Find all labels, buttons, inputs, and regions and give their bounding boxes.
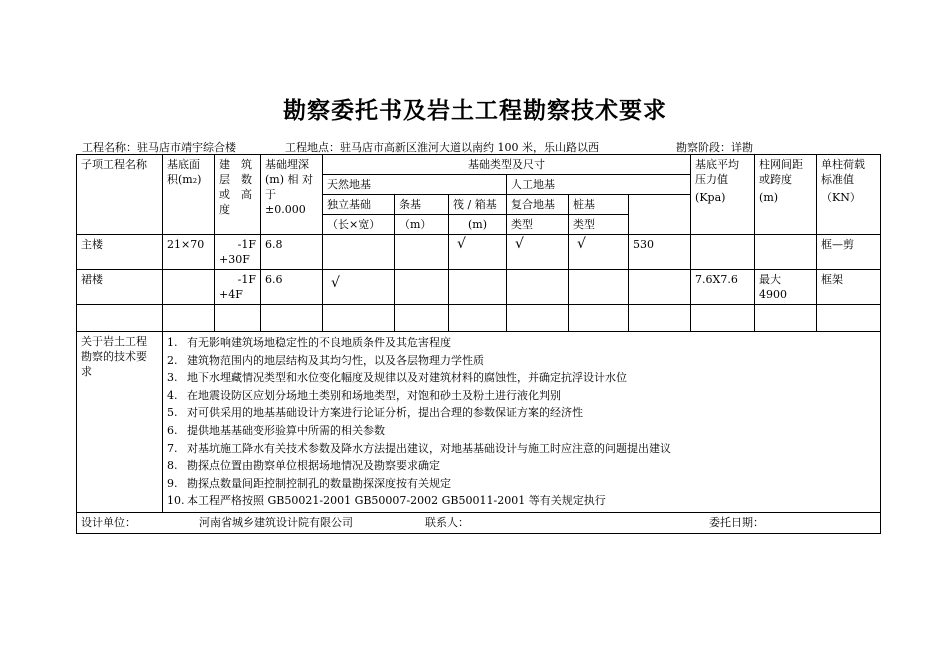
table-row — [77, 270, 881, 305]
project-name: 工程名称：驻马店市靖宇综合楼 — [82, 141, 236, 154]
row-floors: -1F +30F — [215, 235, 261, 270]
header-isolated: 独立基础 — [323, 195, 395, 215]
row-load — [755, 235, 817, 270]
document-title: 勘察委托书及岩土工程勘察技术要求 — [283, 98, 667, 124]
row-composite — [507, 270, 569, 305]
row-structure: 框—剪 — [817, 235, 881, 270]
header-composite: 复合地基 — [507, 195, 569, 215]
row-grid: 7.6X7.6 — [691, 270, 755, 305]
list-item: 8. 勘探点位置由勘察单位根据场地情况及勘察要求确定 — [167, 459, 440, 473]
row-pressure — [629, 270, 691, 305]
header-base-area: 基底面 积(m₂) — [163, 155, 215, 235]
header-strip-unit: （m） — [395, 215, 449, 235]
row-structure: 框架 — [817, 270, 881, 305]
row-depth: 6.8 — [261, 235, 323, 270]
row-depth: 6.6 — [261, 270, 323, 305]
header-raft: 筏 / 箱基 — [449, 195, 507, 215]
row-name: 主楼 — [77, 235, 163, 270]
list-item: 1. 有无影响建筑场地稳定性的不良地质条件及其危害程度 — [167, 336, 451, 349]
table-row — [77, 235, 881, 270]
survey-stage: 勘察阶段：详勘 — [676, 141, 753, 154]
header-sub-project: 子项工程名称 — [77, 155, 163, 235]
row-pile: √ — [569, 235, 629, 270]
header-depth: 基础埋深 (m) 相 对 于 ±0.000 — [261, 155, 323, 235]
requirements-list — [163, 332, 881, 513]
row-isolated — [323, 235, 395, 270]
header-floors: 建 筑 层 数 或 高 度 — [215, 155, 261, 235]
list-item: 4. 在地震设防区应划分场地土类别和场地类型，对饱和砂土及粉土进行液化判别 — [167, 388, 561, 402]
header-foundation-type: 基础类型及尺寸 — [323, 155, 691, 175]
header-pressure: 基底平均 压力值 (Kpa) — [691, 155, 755, 235]
row-area — [163, 270, 215, 305]
header-composite-unit: 类型 — [507, 215, 569, 235]
row-strip — [395, 235, 449, 270]
list-item: 9. 勘探点数量间距控制控制孔的数量勘探深度按有关规定 — [167, 476, 451, 490]
list-item: 10. 本工程严格按照 GB50021-2001 GB50007-2002 GB50011-2001 等有关规定执行 — [167, 494, 606, 508]
header-natural: 天然地基 — [323, 175, 507, 195]
header-strip: 条基 — [395, 195, 449, 215]
header-grid: 柱网间距 或跨度 (m) — [755, 155, 817, 235]
row-area: 21×70 — [163, 235, 215, 270]
row-floors: -1F +4F — [215, 270, 261, 305]
row-isolated: √ — [323, 270, 395, 305]
footer — [77, 512, 881, 533]
row-composite: √ — [507, 235, 569, 270]
design-unit: 河南省城乡建筑设计院有限公司 — [199, 516, 353, 530]
row-raft: √ — [449, 235, 507, 270]
header-isolated-unit: （长×宽） — [323, 215, 395, 235]
requirements-row — [77, 332, 881, 513]
list-item: 5. 对可供采用的地基基础设计方案进行论证分析，提出合理的参数保证方案的经济性 — [167, 406, 583, 420]
row-name: 裙楼 — [77, 270, 163, 305]
row-raft — [449, 270, 507, 305]
header-raft-unit: (m) — [449, 215, 507, 235]
requirements-label: 关于岩土工程 勘察的技术要 求 — [77, 332, 163, 513]
header-load: 单柱荷载 标准值 （KN） — [817, 155, 881, 235]
row-strip — [395, 270, 449, 305]
footer-row — [77, 512, 881, 533]
header-pile-unit: 类型 — [569, 215, 629, 235]
row-pressure: 530 — [629, 235, 691, 270]
project-location: 工程地点：驻马店市高新区淮河大道以南约 100 米，乐山路以西 — [285, 141, 599, 154]
header-artificial: 人工地基 — [507, 175, 691, 195]
row-load: 最大 4900 — [755, 270, 817, 305]
design-unit-label: 设计单位： — [81, 516, 136, 530]
list-item: 3. 地下水埋藏情况类型和水位变化幅度及规律以及对建筑材料的腐蚀性，并确定抗浮设计水位 — [167, 371, 627, 385]
header-pile: 桩基 — [569, 195, 629, 215]
date-label: 委托日期： — [709, 516, 764, 530]
survey-table — [76, 154, 881, 534]
row-grid — [691, 235, 755, 270]
table-row-empty — [77, 305, 881, 332]
list-item: 2. 建筑物范围内的地层结构及其均匀性，以及各层物理力学性质 — [167, 353, 484, 367]
list-item: 6. 提供地基基础变形验算中所需的相关参数 — [167, 423, 385, 437]
contact-label: 联系人： — [425, 516, 469, 530]
row-pile — [569, 270, 629, 305]
list-item: 7. 对基坑施工降水有关技术参数及降水方法提出建议，对地基基础设计与施工时应注意的问题提出建议 — [167, 441, 671, 455]
